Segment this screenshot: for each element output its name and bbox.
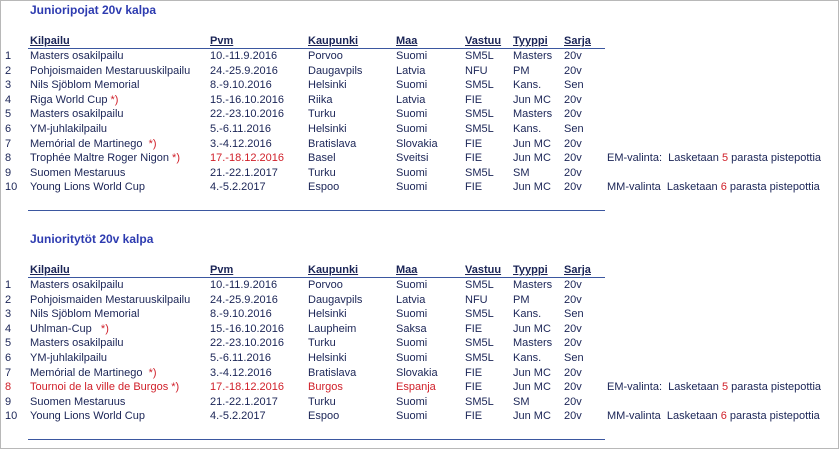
column-header-kaupunki: Kaupunki: [308, 35, 359, 47]
cell-tyyppi: Jun MC: [513, 323, 551, 335]
cell-sarja: Sen: [564, 79, 584, 91]
cell-kaupunki: Turku: [308, 337, 336, 349]
note-text: parasta pistepottia: [728, 152, 822, 164]
cell-sarja: 20v: [564, 367, 582, 379]
competition-name-text: YM-juhlakilpailu: [30, 123, 108, 135]
selection-marker: *): [142, 138, 157, 150]
competition-name-text: Memórial de Martinego: [30, 138, 143, 150]
cell-kaupunki: Helsinki: [308, 308, 347, 320]
note-text: parasta pistepottia: [728, 381, 822, 393]
cell-sarja: 20v: [564, 65, 582, 77]
cell-pvm: 21.-22.1.2017: [210, 167, 278, 179]
note-text: EM-valinta: Lasketaan: [607, 381, 722, 393]
cell-vastuu: SM5L: [465, 337, 494, 349]
cell-maa: Slovakia: [396, 138, 438, 150]
cell-tyyppi: Kans.: [513, 308, 542, 320]
cell-vastuu: FIE: [465, 138, 483, 150]
selection-note: [607, 410, 820, 422]
row-number: 2: [5, 294, 12, 306]
section-bottom-rule: [28, 210, 605, 211]
column-header-tyyppi: Tyyppi: [513, 35, 548, 47]
cell-vastuu: FIE: [465, 410, 483, 422]
competition-name: [30, 323, 109, 335]
cell-kaupunki: Daugavpils: [308, 65, 363, 77]
cell-tyyppi: Masters: [513, 108, 553, 120]
cell-sarja: 20v: [564, 323, 582, 335]
cell-pvm: 21.-22.1.2017: [210, 396, 278, 408]
cell-maa: Suomi: [396, 108, 428, 120]
cell-maa: Suomi: [396, 396, 428, 408]
cell-pvm: 8.-9.10.2016: [210, 79, 272, 91]
column-header-kilpailu: Kilpailu: [30, 35, 70, 47]
competition-name-text: Suomen Mestaruus: [30, 167, 126, 179]
cell-tyyppi: Kans.: [513, 123, 542, 135]
cell-sarja: 20v: [564, 381, 582, 393]
competition-name: [30, 50, 124, 62]
competition-name-text: Pohjoismaiden Mestaruuskilpailu: [30, 294, 191, 306]
cell-pvm: 10.-11.9.2016: [210, 279, 278, 291]
section-bottom-rule: [28, 439, 605, 440]
row-number: 8: [5, 152, 12, 164]
cell-pvm: 10.-11.9.2016: [210, 50, 278, 62]
section-title: Junioripojat 20v kalpa: [30, 3, 157, 17]
cell-maa: Latvia: [396, 94, 426, 106]
cell-sarja: 20v: [564, 167, 582, 179]
cell-kaupunki: Basel: [308, 152, 336, 164]
cell-tyyppi: Kans.: [513, 352, 542, 364]
competition-name-text: Memórial de Martinego: [30, 367, 143, 379]
cell-pvm: 17.-18.12.2016: [210, 381, 285, 393]
cell-vastuu: SM5L: [465, 167, 494, 179]
competition-name-text: Tournoi de la ville de Burgos *): [30, 381, 180, 393]
selection-note: [607, 152, 821, 164]
cell-vastuu: NFU: [465, 294, 488, 306]
competition-name: [30, 367, 157, 379]
cell-kaupunki: Porvoo: [308, 50, 343, 62]
competition-name-text: Masters osakilpailu: [30, 279, 124, 291]
competition-name-text: Masters osakilpailu: [30, 337, 124, 349]
cell-pvm: 24.-25.9.2016: [210, 294, 278, 306]
cell-maa: Suomi: [396, 410, 428, 422]
cell-tyyppi: SM: [513, 396, 530, 408]
cell-maa: Suomi: [396, 352, 428, 364]
cell-maa: Latvia: [396, 65, 426, 77]
competition-name: [30, 94, 118, 106]
note-text: MM-valinta Lasketaan: [607, 181, 721, 193]
cell-vastuu: SM5L: [465, 396, 494, 408]
note-text: MM-valinta Lasketaan: [607, 410, 721, 422]
competition-name: [30, 308, 139, 320]
cell-maa: Suomi: [396, 50, 428, 62]
cell-pvm: 3.-4.12.2016: [210, 367, 272, 379]
cell-kaupunki: Laupheim: [308, 323, 357, 335]
competition-name: [30, 138, 157, 150]
selection-note: [607, 381, 821, 393]
row-number: 8: [5, 381, 12, 393]
cell-tyyppi: Jun MC: [513, 410, 551, 422]
cell-pvm: 17.-18.12.2016: [210, 152, 285, 164]
cell-tyyppi: Jun MC: [513, 367, 551, 379]
cell-sarja: 20v: [564, 152, 582, 164]
row-number: 2: [5, 65, 12, 77]
row-number: 5: [5, 337, 12, 349]
note-count: 6: [720, 410, 727, 422]
cell-kaupunki: Bratislava: [308, 367, 357, 379]
cell-kaupunki: Porvoo: [308, 279, 343, 291]
column-header-kilpailu: Kilpailu: [30, 264, 70, 276]
competition-name: [30, 396, 125, 408]
header-rule: [28, 48, 605, 49]
cell-pvm: 5.-6.11.2016: [210, 123, 271, 135]
cell-tyyppi: Jun MC: [513, 138, 551, 150]
cell-sarja: 20v: [564, 108, 582, 120]
competition-name: [30, 108, 124, 120]
note-count: 5: [721, 152, 729, 164]
selection-marker: *): [169, 152, 180, 164]
cell-kaupunki: Turku: [308, 108, 336, 120]
column-header-vastuu: Vastuu: [465, 35, 502, 47]
cell-sarja: 20v: [564, 410, 582, 422]
cell-kaupunki: Espoo: [308, 410, 340, 422]
competition-name-text: Masters osakilpailu: [30, 108, 124, 120]
cell-maa: Sveitsi: [396, 152, 429, 164]
cell-pvm: 15.-16.10.2016: [210, 323, 285, 335]
competition-name: [30, 152, 180, 164]
cell-sarja: Sen: [564, 123, 584, 135]
cell-tyyppi: Masters: [513, 337, 553, 349]
competition-name: [30, 167, 125, 179]
cell-tyyppi: Masters: [513, 279, 553, 291]
competition-name: [30, 352, 107, 364]
row-number: 9: [5, 396, 12, 408]
cell-maa: Suomi: [396, 181, 428, 193]
cell-vastuu: FIE: [465, 323, 483, 335]
row-number: 3: [5, 79, 12, 91]
cell-vastuu: SM5L: [465, 123, 494, 135]
competition-name-text: Riga World Cup: [30, 94, 108, 106]
cell-vastuu: FIE: [465, 94, 483, 106]
cell-kaupunki: Espoo: [308, 181, 340, 193]
selection-marker: *): [107, 94, 119, 106]
cell-vastuu: FIE: [465, 181, 483, 193]
section-title: Junioritytöt 20v kalpa: [30, 232, 154, 246]
cell-maa: Latvia: [396, 294, 426, 306]
competition-name-text: Nils Sjöblom Memorial: [30, 79, 140, 91]
note-count: 5: [721, 381, 729, 393]
cell-tyyppi: Masters: [513, 50, 553, 62]
cell-pvm: 8.-9.10.2016: [210, 308, 272, 320]
cell-vastuu: FIE: [465, 381, 483, 393]
cell-sarja: 20v: [564, 337, 582, 349]
competition-name-text: Masters osakilpailu: [30, 50, 124, 62]
cell-sarja: Sen: [564, 308, 584, 320]
note-count: 6: [720, 181, 727, 193]
column-header-maa: Maa: [396, 35, 418, 47]
competition-name: [30, 381, 179, 393]
cell-tyyppi: Jun MC: [513, 94, 551, 106]
competition-name-text: Nils Sjöblom Memorial: [30, 308, 140, 320]
cell-vastuu: SM5L: [465, 352, 494, 364]
competition-name-text: Trophée Maltre Roger Nigon: [30, 152, 169, 164]
cell-sarja: 20v: [564, 138, 582, 150]
row-number: 9: [5, 167, 12, 179]
cell-pvm: 22.-23.10.2016: [210, 337, 285, 349]
cell-maa: Suomi: [396, 337, 428, 349]
cell-pvm: 4.-5.2.2017: [210, 410, 266, 422]
cell-pvm: 24.-25.9.2016: [210, 65, 278, 77]
cell-pvm: 3.-4.12.2016: [210, 138, 272, 150]
cell-vastuu: FIE: [465, 367, 483, 379]
note-text: EM-valinta: Lasketaan: [607, 152, 722, 164]
cell-sarja: 20v: [564, 50, 582, 62]
cell-vastuu: SM5L: [465, 308, 494, 320]
competition-name: [30, 337, 124, 349]
cell-maa: Saksa: [396, 323, 427, 335]
cell-maa: Suomi: [396, 123, 428, 135]
cell-kaupunki: Daugavpils: [308, 294, 363, 306]
selection-marker: *): [142, 367, 157, 379]
note-text: parasta pistepottia: [726, 410, 820, 422]
cell-tyyppi: PM: [513, 65, 530, 77]
row-number: 10: [5, 181, 18, 193]
row-number: 5: [5, 108, 12, 120]
cell-maa: Suomi: [396, 308, 428, 320]
cell-sarja: 20v: [564, 294, 582, 306]
cell-vastuu: SM5L: [465, 279, 494, 291]
cell-kaupunki: Turku: [308, 396, 336, 408]
row-number: 4: [5, 323, 12, 335]
row-number: 1: [5, 50, 12, 62]
cell-vastuu: SM5L: [465, 108, 494, 120]
row-number: 7: [5, 138, 12, 150]
cell-sarja: 20v: [564, 279, 582, 291]
cell-sarja: Sen: [564, 352, 584, 364]
row-number: 3: [5, 308, 12, 320]
row-number: 10: [5, 410, 18, 422]
column-header-tyyppi: Tyyppi: [513, 264, 548, 276]
competition-name: [30, 410, 145, 422]
cell-tyyppi: Jun MC: [513, 181, 551, 193]
cell-pvm: 5.-6.11.2016: [210, 352, 271, 364]
cell-kaupunki: Riika: [308, 94, 333, 106]
column-header-sarja: Sarja: [564, 35, 591, 47]
cell-kaupunki: Turku: [308, 167, 336, 179]
cell-kaupunki: Bratislava: [308, 138, 357, 150]
cell-kaupunki: Burgos: [308, 381, 343, 393]
note-text: parasta pistepottia: [726, 181, 820, 193]
header-rule: [28, 277, 605, 278]
cell-kaupunki: Helsinki: [308, 352, 347, 364]
competition-name: [30, 79, 139, 91]
competition-name-text: YM-juhlakilpailu: [30, 352, 108, 364]
cell-maa: Espanja: [396, 381, 436, 393]
column-header-sarja: Sarja: [564, 264, 591, 276]
competition-name-text: Pohjoismaiden Mestaruuskilpailu: [30, 65, 191, 77]
row-number: 6: [5, 352, 12, 364]
competition-name: [30, 181, 145, 193]
cell-vastuu: SM5L: [465, 79, 494, 91]
cell-vastuu: FIE: [465, 152, 483, 164]
competition-name: [30, 279, 124, 291]
competition-name: [30, 294, 190, 306]
cell-kaupunki: Helsinki: [308, 79, 347, 91]
cell-tyyppi: Jun MC: [513, 152, 551, 164]
competition-name-text: Young Lions World Cup: [30, 410, 145, 422]
cell-tyyppi: Kans.: [513, 79, 542, 91]
cell-sarja: 20v: [564, 94, 582, 106]
selection-note: [607, 181, 820, 193]
selection-marker: *): [91, 323, 109, 335]
cell-maa: Suomi: [396, 79, 428, 91]
column-header-pvm: Pvm: [210, 35, 234, 47]
cell-vastuu: SM5L: [465, 50, 494, 62]
cell-sarja: 20v: [564, 396, 582, 408]
row-number: 7: [5, 367, 12, 379]
row-number: 6: [5, 123, 12, 135]
row-number: 4: [5, 94, 12, 106]
cell-pvm: 15.-16.10.2016: [210, 94, 285, 106]
competition-name-text: Suomen Mestaruus: [30, 396, 126, 408]
cell-tyyppi: SM: [513, 167, 530, 179]
cell-maa: Suomi: [396, 279, 428, 291]
cell-kaupunki: Helsinki: [308, 123, 347, 135]
cell-pvm: 4.-5.2.2017: [210, 181, 266, 193]
competition-name-text: Young Lions World Cup: [30, 181, 145, 193]
column-header-kaupunki: Kaupunki: [308, 264, 359, 276]
cell-maa: Suomi: [396, 167, 428, 179]
row-number: 1: [5, 279, 12, 291]
column-header-pvm: Pvm: [210, 264, 234, 276]
column-header-vastuu: Vastuu: [465, 264, 502, 276]
cell-sarja: 20v: [564, 181, 582, 193]
cell-maa: Slovakia: [396, 367, 438, 379]
competition-name: [30, 123, 107, 135]
column-header-maa: Maa: [396, 264, 418, 276]
cell-vastuu: NFU: [465, 65, 488, 77]
competition-name: [30, 65, 190, 77]
cell-tyyppi: Jun MC: [513, 381, 551, 393]
cell-pvm: 22.-23.10.2016: [210, 108, 285, 120]
cell-tyyppi: PM: [513, 294, 530, 306]
competition-name-text: Uhlman-Cup: [30, 323, 92, 335]
